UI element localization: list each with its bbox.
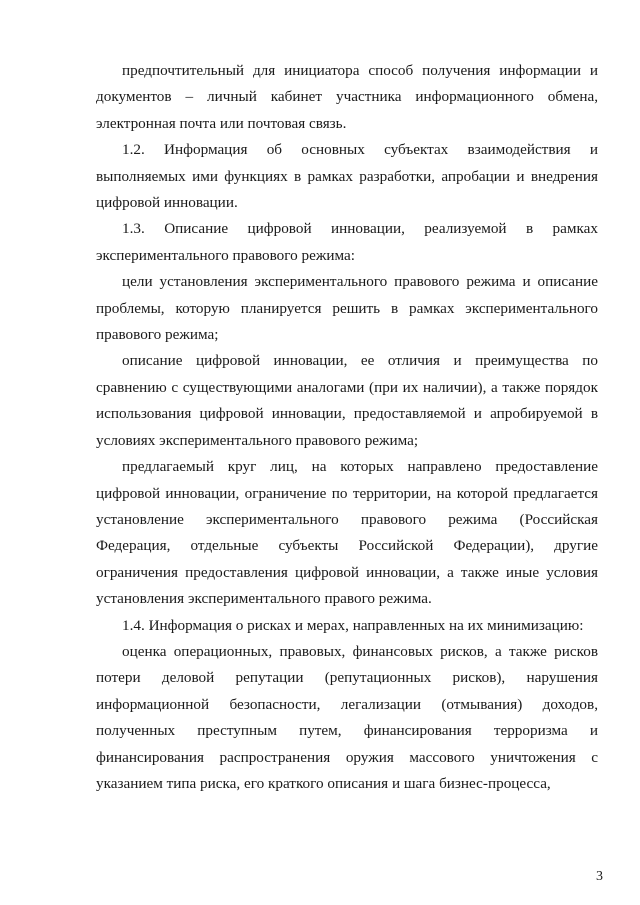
paragraph-goals: цели установления экспериментального правового режима и описание проблемы, которую планируется решить в рамках экспериментального правового режима; xyxy=(96,273,598,344)
paragraph-section-1-2: 1.2. Информация об основных субъектах взаимодействия и выполняемых ими функциях в рамках разработки, апробации и внедрения цифровой инновации. xyxy=(96,141,598,212)
document-body xyxy=(96,58,598,797)
paragraph-innovation-description: описание цифровой инновации, ее отличия и преимущества по сравнению с существующими аналогами (при их наличии), а также порядок использования цифровой инновации, предоставляемой и апробируемой в условиях экспериментального правового режима; xyxy=(96,352,598,449)
paragraph-section-1-4: 1.4. Информация о рисках и мерах, направленных на их минимизацию: xyxy=(122,616,584,634)
paragraph-risk-assessment: оценка операционных, правовых, финансовых рисков, а также рисков потери деловой репутации (репутационных рисков), нарушения информационной безопасности, легализации (отмывания) доходов, полученных преступным путем, финансирования терроризма и финансирования распространения оружия массового уничтожения с указанием типа риска, его краткого описания и шага бизнес-процесса, xyxy=(96,642,598,792)
page-number: 3 xyxy=(596,869,603,884)
paragraph-scope: предлагаемый круг лиц, на которых направлено предоставление цифровой инновации, ограничение по территории, на которой предлагается установление экспериментального правового режима (Российская Федерация, отдельные субъекты Российской Федерации), другие ограничения предоставления цифровой инновации, а также иные условия установления экспериментального правого режима. xyxy=(96,458,598,608)
paragraph-delivery-method: предпочтительный для инициатора способ получения информации и документов – личный кабинет участника информационного обмена, электронная почта или почтовая связь. xyxy=(96,62,598,132)
paragraph-section-1-3: 1.3. Описание цифровой инновации, реализуемой в рамках экспериментального правового режима: xyxy=(96,220,598,264)
